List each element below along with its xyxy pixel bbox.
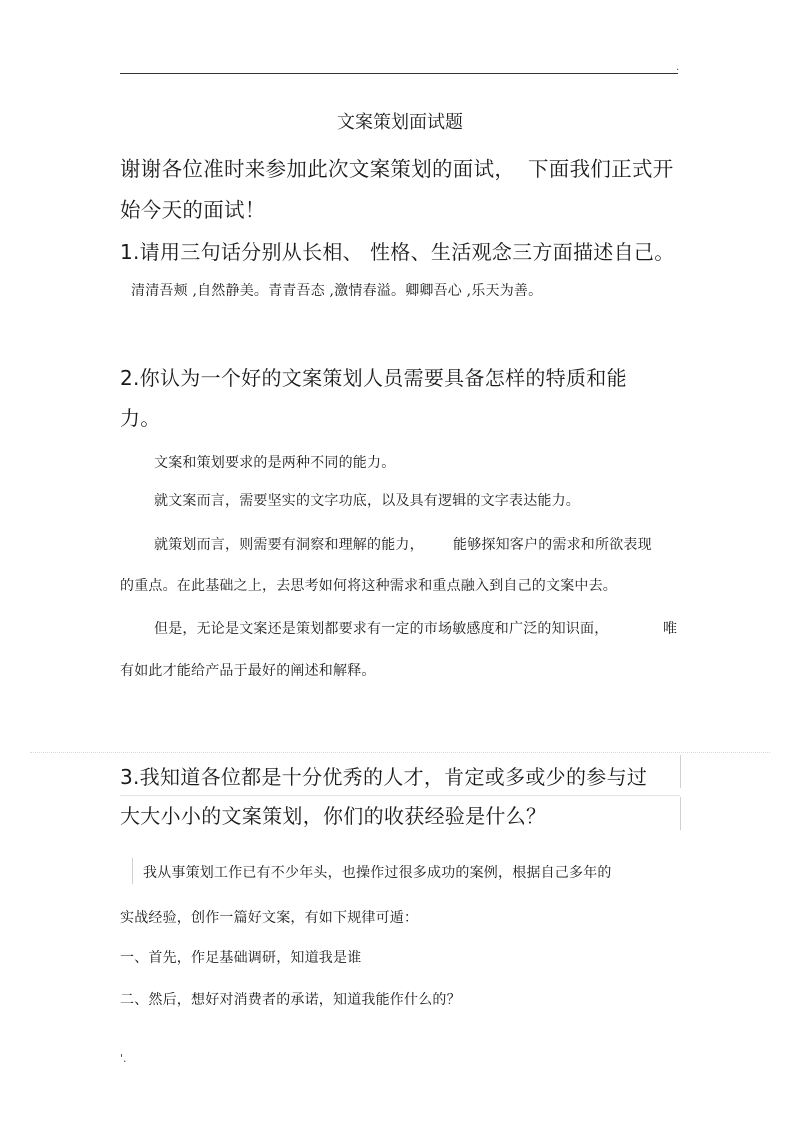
q2-paragraph-4-line2: 有如此才能给产品于最好的阐述和解释。: [120, 663, 376, 679]
q3-question-line1: 3.我知道各位都是十分优秀的人才，肯定或多或少的参与过: [120, 765, 648, 789]
q1-answer: 清清吾颊 ,自然静美。青青吾态 ,激情春溢。卿卿吾心 ,乐天为善。: [131, 283, 543, 299]
q2-paragraph-1: 文案和策划要求的是两种不同的能力。: [154, 455, 396, 471]
intro-line1-end: 下面我们正式开: [528, 157, 674, 181]
q3-paragraph-1-line2: 实战经验，创作一篇好文案，有如下规律可遁：: [120, 910, 419, 926]
intro-line2: 始今天的面试！: [120, 198, 266, 222]
q3-question-line2: 大大小小的文案策划，你们的收获经验是什么？: [120, 804, 547, 828]
q2-question-line2: 力。: [120, 406, 161, 430]
section-separator: [30, 752, 770, 753]
intro-line1-start: 谢谢各位准时来参加此次文案策划的面试，: [120, 157, 516, 181]
q2-paragraph-3-line2: 的重点。在此基础之上，去思考如何将这种需求和重点融入到自己的文案中去。: [120, 578, 617, 594]
q3-frame-right-2: [680, 797, 681, 830]
q3-list-item-2: 二、然后，想好对消费者的承诺，知道我能作什么的？: [120, 992, 461, 1008]
footer-mark: '.: [120, 1052, 127, 1065]
q3-frame-mid: [120, 795, 680, 796]
q1-question-start: 1.请用三句话分别从长相、: [120, 240, 363, 264]
q3-list-item-1: 一、首先，作足基础调研，知道我是谁: [120, 950, 362, 966]
document-title: 文案策划面试题: [337, 112, 463, 133]
q3-answer-frame: [132, 858, 133, 884]
q1-question-end: 性格、生活观念三方面描述自己。: [370, 240, 675, 264]
q3-paragraph-1-line1: 我从事策划工作已有不少年头，也操作过很多成功的案例，根据自己多年的: [143, 865, 612, 881]
q3-frame-right-1: [680, 755, 681, 788]
q2-paragraph-2: 就文案而言，需要坚实的文字功底，以及具有逻辑的文字表达能力。: [154, 493, 580, 509]
q2-paragraph-3-end: 能够探知客户的需求和所欲表现: [453, 537, 652, 553]
header-rule: [120, 73, 678, 74]
q2-question-line1: 2.你认为一个好的文案策划人员需要具备怎样的特质和能: [120, 366, 627, 390]
q2-paragraph-4-start: 但是，无论是文案还是策划都要求有一定的市场敏感度和广泛的知识面，: [154, 621, 609, 637]
q2-paragraph-3-start: 就策划而言，则需要有洞察和理解的能力，: [154, 537, 424, 553]
q2-paragraph-4-end: 唯: [663, 621, 678, 637]
header-mark: .: [676, 62, 680, 73]
